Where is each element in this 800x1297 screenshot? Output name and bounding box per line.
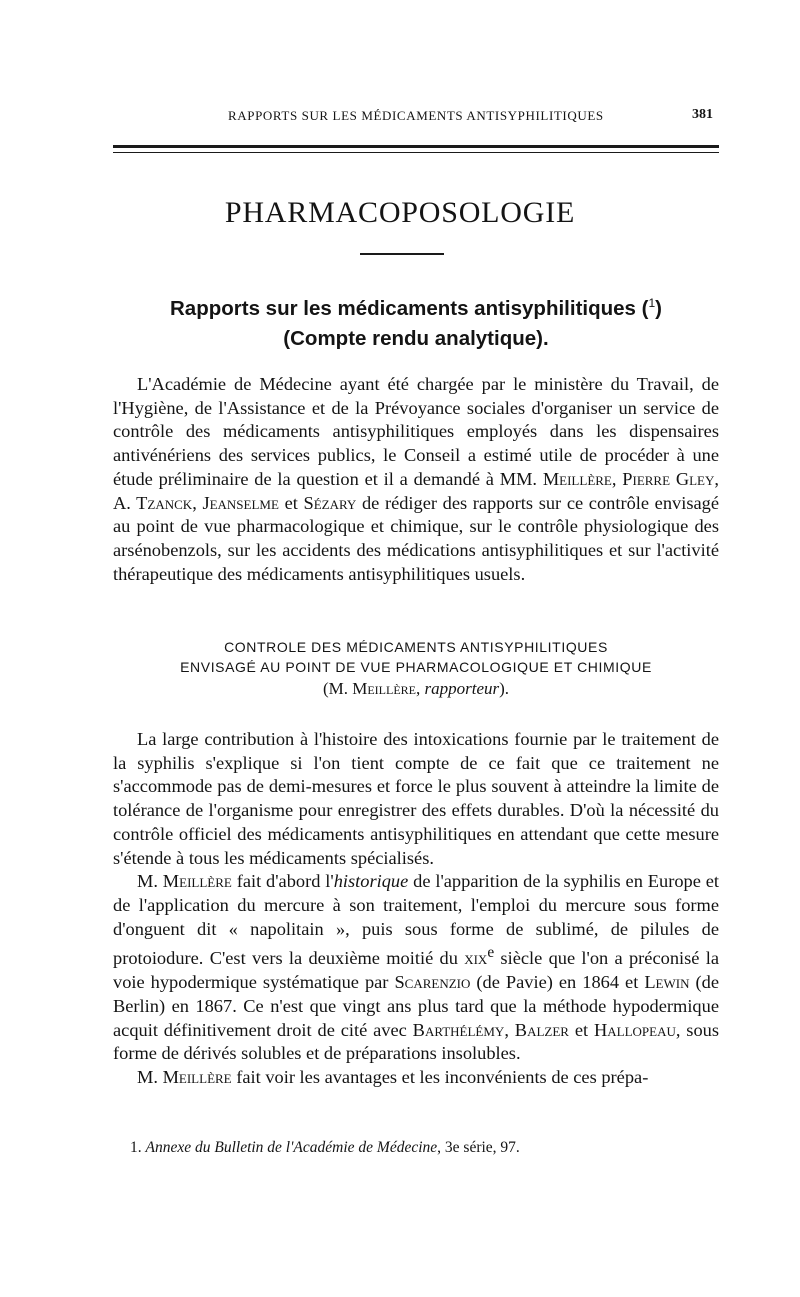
author-name: A. Tzanck [113, 492, 193, 513]
header-rule-thick [113, 145, 719, 148]
article-title-line-2: (Compte rendu analytique). [283, 326, 549, 350]
chapter-title: PHARMACOPOSOLOGIE [224, 196, 576, 229]
author-name: Meillère [542, 468, 612, 489]
running-head: RAPPORTS SUR LES MÉDICAMENTS ANTISYPHILITIQUES [228, 108, 604, 123]
article-title-line-1: Rapports sur les médicaments antisyphilitiques ($^1$) [170, 296, 662, 320]
intro-paragraph: L'Académie de Médecine ayant été chargée par le ministère du Travail, de l'Hygiène, de l'Assistance et de la Prévoyance sociales d'organiser un service de contrôle des médicaments antisyphilitiques employés dans les dispensaires antivénériens des services publics, le Conseil a estimé utile de procéder à une étude préliminaire de la question et il a demandé à MM. Meillère, Pierre Gley, A. Tzanck, Jeanselme et Sézary de rédiger des rapports sur ce contrôle envisagé au point de vue pharmacologique et chimique, sur le contrôle physiologique des arsénobenzols, sur les accidents des médications antisyphilitiques et sur l'activité thérapeutique des médicaments antisyphilitiques usuels. [113, 374, 720, 584]
section-heading [113, 637, 719, 677]
header-rule-thin [113, 152, 719, 153]
title-divider [360, 253, 444, 255]
body-paragraph-2: M. Meillère fait d'abord l'historique de l'apparition de la syphilis en Europe et de l'application du mercure à son traitement, l'emploi du mercure sous forme d'onguent dit « napolitain », puis sous forme de sublimé, de pilules de protoiodure. C'est vers la deuxième moitié du xix$^e$ siècle que l'on a préconisé la voie hypodermique systématique par Scarenzio (de Pavie) en 1864 et Lewin (de Berlin) en 1867. Ce n'est que vingt ans plus tard que la méthode hypodermique acquit définitivement droit de cité avec Barthélémy, Balzer et Hallopeau, sous forme de dérivés solubles et de préparations insolubles. [113, 871, 720, 1064]
author-name: Sézary [303, 492, 357, 513]
body-paragraph-3: M. Meillère fait voir les avantages et les inconvénients de ces prépa- [137, 1066, 649, 1087]
page-number: 381 [692, 107, 713, 122]
body-paragraph-1: La large contribution à l'histoire des intoxications fournie par le traitement de la syphilis s'explique si l'on tient compte de ce fait que ce traitement ne s'accommode pas de demi-mesures et force le plus souvent à atteindre la limite de tolérance de l'organisme pour enregistrer des effets durables. D'où la nécessité du contrôle officiel des médicaments antisyphilitiques en attendant que cette mesure s'étende à tous les médicaments spécialisés. [113, 729, 719, 868]
author-name: Pierre Gley [622, 468, 715, 489]
article-title [113, 288, 719, 354]
section-heading-line-1: CONTROLE DES MÉDICAMENTS ANTISYPHILITIQUES [224, 639, 608, 655]
body-text [113, 728, 719, 1090]
section-author: (M. Meillère, rapporteur). [322, 679, 510, 698]
author-name: Jeanselme [202, 492, 279, 513]
footnote: 1. Annexe du Bulletin de l'Académie de Médecine, 3e série, 97. [130, 1139, 520, 1156]
footnote-reference: 1 [648, 296, 656, 310]
section-heading-line-2: ENVISAGÉ AU POINT DE VUE PHARMACOLOGIQUE ET CHIMIQUE [180, 659, 652, 675]
